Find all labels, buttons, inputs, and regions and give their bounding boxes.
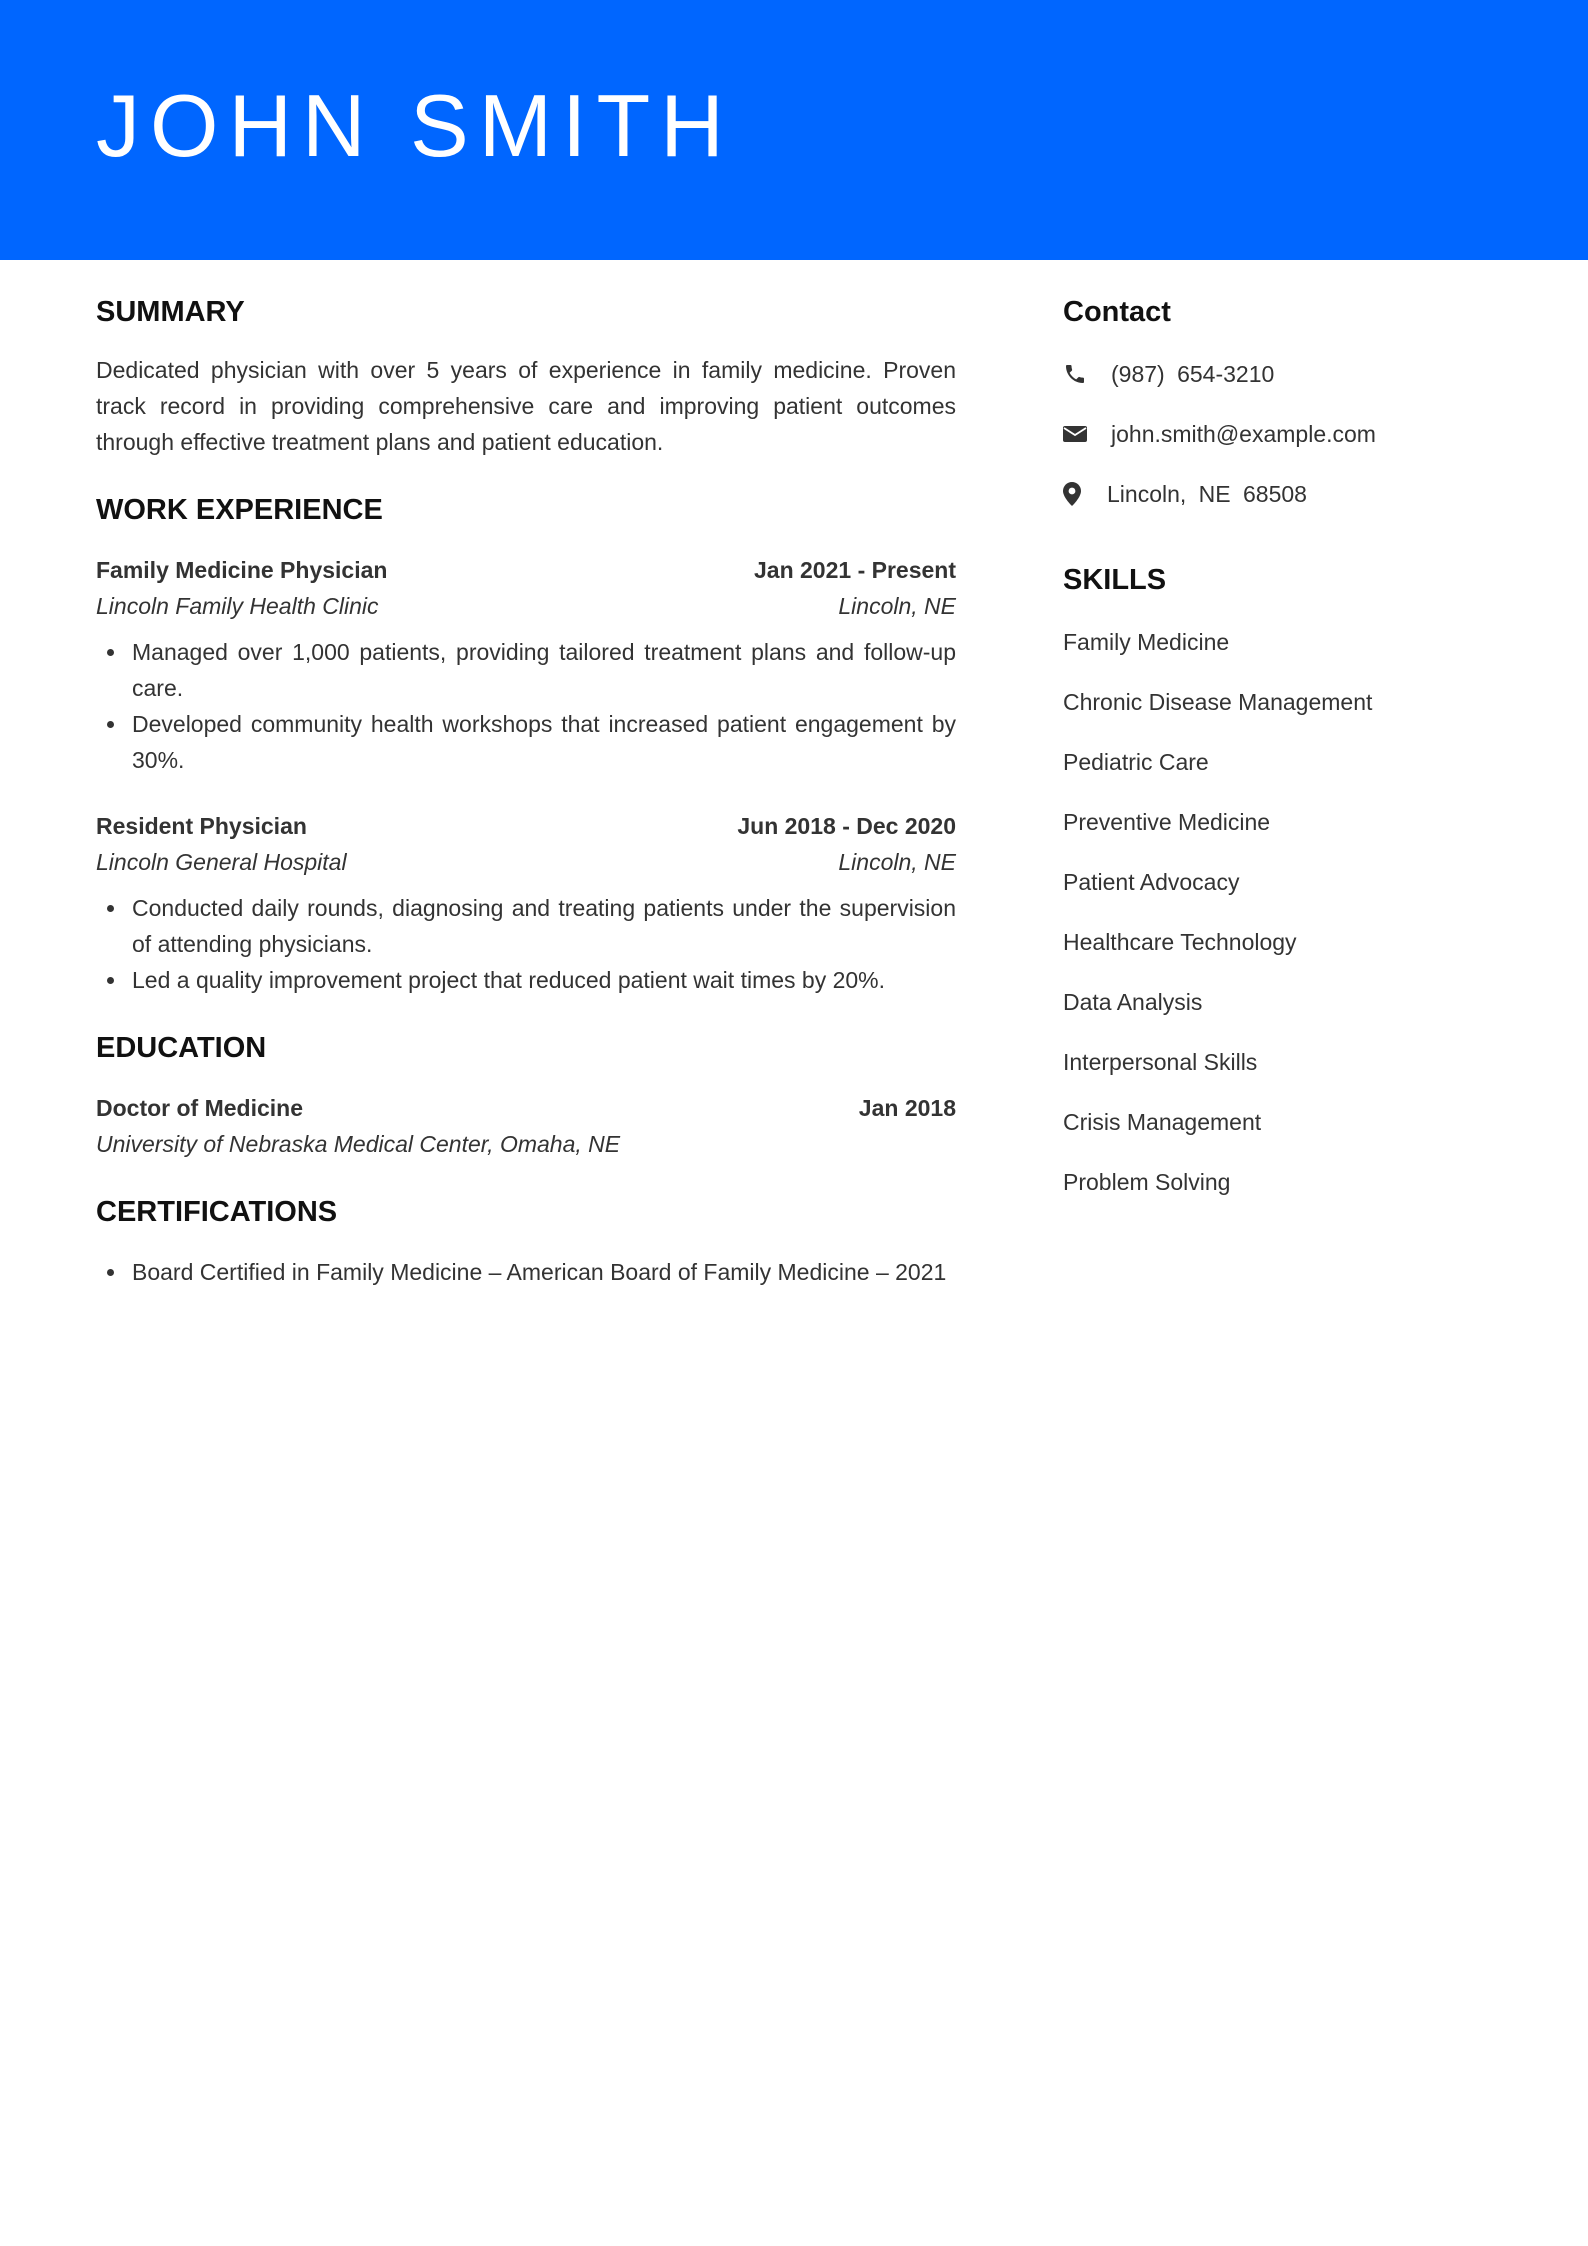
job-bullet: Developed community health workshops that increased patient engagement by 30%. xyxy=(132,706,956,778)
job-dates: Jan 2021 - Present xyxy=(753,557,956,583)
summary-heading: SUMMARY xyxy=(96,296,245,328)
skill-item: Preventive Medicine xyxy=(1063,809,1271,835)
certifications-heading: CERTIFICATIONS xyxy=(96,1196,338,1228)
job-bullet: Conducted daily rounds, diagnosing and treating patients under the supervision of attending physicians. xyxy=(132,890,956,962)
job-dates: Jun 2018 - Dec 2020 xyxy=(737,813,956,839)
job-org-row xyxy=(96,588,956,624)
job-location: Lincoln, NE xyxy=(838,849,956,875)
degree: Doctor of Medicine xyxy=(96,1095,304,1121)
job-entry xyxy=(96,808,956,998)
phone-text: (987) 654-3210 xyxy=(1111,360,1275,387)
job-header-row xyxy=(96,808,956,844)
job-role: Family Medicine Physician xyxy=(96,557,388,583)
skill-item: Family Medicine xyxy=(1063,629,1230,655)
job-organization: Lincoln General Hospital xyxy=(96,849,347,875)
envelope-icon xyxy=(1063,421,1089,447)
skill-item: Pediatric Care xyxy=(1063,749,1209,775)
skill-item: Interpersonal Skills xyxy=(1063,1049,1258,1075)
candidate-name: JOHN SMITH xyxy=(96,76,734,175)
side-column xyxy=(1063,292,1503,1224)
contact-location xyxy=(1063,476,1503,512)
education-school-row xyxy=(96,1126,956,1162)
job-location: Lincoln, NE xyxy=(838,593,956,619)
map-pin-icon xyxy=(1063,481,1089,507)
skill-item: Patient Advocacy xyxy=(1063,869,1240,895)
main-column xyxy=(96,292,956,1290)
job-organization: Lincoln Family Health Clinic xyxy=(96,593,379,619)
phone-icon xyxy=(1063,361,1089,387)
job-bullets xyxy=(96,634,956,778)
skill-item: Chronic Disease Management xyxy=(1063,689,1373,715)
job-bullets xyxy=(96,890,956,998)
location-text: Lincoln, NE 68508 xyxy=(1107,480,1307,507)
contact-email xyxy=(1063,416,1503,452)
contact-heading: Contact xyxy=(1063,296,1171,328)
skills-list xyxy=(1063,624,1503,1200)
job-header-row xyxy=(96,552,956,588)
job-bullet: Led a quality improvement project that reduced patient wait times by 20%. xyxy=(132,962,956,998)
school: University of Nebraska Medical Center, Omaha, NE xyxy=(96,1131,621,1157)
job-bullet: Managed over 1,000 patients, providing tailored treatment plans and follow-up care. xyxy=(132,634,956,706)
contact-phone xyxy=(1063,356,1503,392)
skills-heading: SKILLS xyxy=(1063,564,1167,596)
skill-item: Data Analysis xyxy=(1063,989,1203,1015)
summary-text: Dedicated physician with over 5 years of experience in family medicine. Proven track record in providing comprehensive care and improving patient outcomes through effective treatment plans and patient education. xyxy=(96,357,956,455)
skill-item: Crisis Management xyxy=(1063,1109,1262,1135)
job-entry xyxy=(96,552,956,778)
job-org-row xyxy=(96,844,956,880)
skill-item: Problem Solving xyxy=(1063,1169,1231,1195)
header-banner xyxy=(0,0,1588,260)
email-text: john.smith@example.com xyxy=(1111,420,1376,447)
certifications-list xyxy=(96,1254,956,1290)
skill-item: Healthcare Technology xyxy=(1063,929,1297,955)
certification-item: Board Certified in Family Medicine – American Board of Family Medicine – 2021 xyxy=(132,1254,956,1290)
education-header-row xyxy=(96,1090,956,1126)
education-entry xyxy=(96,1090,956,1162)
job-role: Resident Physician xyxy=(96,813,307,839)
education-heading: EDUCATION xyxy=(96,1032,267,1064)
work-experience-heading: WORK EXPERIENCE xyxy=(96,494,383,526)
education-date: Jan 2018 xyxy=(858,1095,956,1121)
